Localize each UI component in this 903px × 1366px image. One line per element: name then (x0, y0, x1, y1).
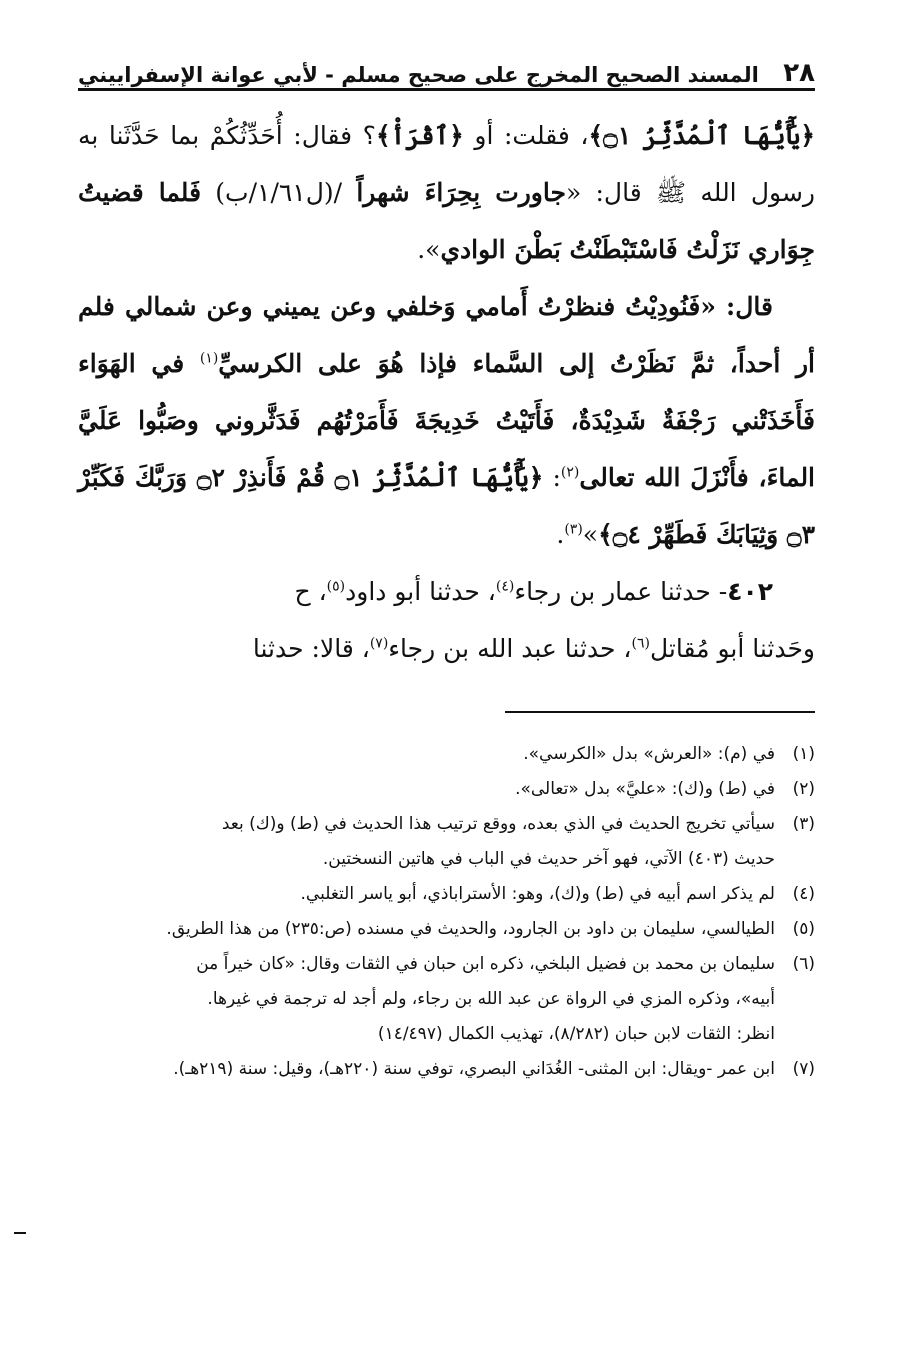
hadith-text: جاورت بِحِرَاءَ شهراً (356, 178, 566, 207)
footnote (78, 737, 815, 772)
footnote-number: (٦) (792, 954, 815, 974)
page-end-mark (14, 1232, 26, 1234)
text-run: ، ح (294, 577, 327, 606)
footnote (78, 1052, 815, 1087)
text-run: ، فقلت: أو (463, 121, 589, 150)
footnote-divider (505, 711, 815, 713)
hadith-number: ٤٠٢ (727, 577, 773, 606)
footnote-number: (١) (792, 744, 815, 764)
text-run: . (556, 520, 565, 549)
text-run: ، قالا: حدثنا (252, 634, 370, 663)
quran-verse: ﴿يَٰٓأَيُّهَا ٱلْمُدَّثِّرُ ۝١﴾ (588, 121, 815, 150)
paragraph-2 (78, 278, 815, 563)
book-page (78, 52, 815, 1326)
text-run: ». (417, 235, 441, 264)
footnote-number: (٢) (792, 779, 815, 799)
footnote-number: (٣) (792, 814, 815, 834)
footnotes (78, 737, 815, 1087)
paragraph-1 (78, 107, 815, 278)
paragraph-3 (78, 563, 815, 620)
footnote-text: الطيالسي، سليمان بن داود بن الجارود، والحديث في مسنده (ص:٢٣٥) من هذا الطريق. (166, 919, 775, 939)
text-run: - حدثنا عمار بن رجاء (514, 577, 728, 606)
text-run: ؟ فقال: أُحَدِّثُكُمْ بما حَدَّثَنا به رسول الله ﷺ قال: « (78, 121, 815, 207)
footnote-marker: (٣) (564, 521, 583, 538)
footnote-text: لم يذكر اسم أبيه في (ط) و(ك)، وهو: الأستراباذي، أبو ياسر التغلبي. (300, 884, 775, 904)
text-run: ، حدثنا عبد الله بن رجاء (388, 634, 632, 663)
footnote-marker: (٦) (631, 635, 650, 652)
text-run: قال: « (700, 292, 773, 321)
running-title: المسند الصحيح المخرج على صحيح مسلم - لأبي عوانة الإسفراييني (78, 63, 759, 87)
hadith-text: فَنُودِيْتُ فنظرْتُ أَمامي وَخلفي وعن يميني وعن شمالي فلم أر أحداً، ثمَّ نَظَرْتُ إلى السَّماء فإذا هُوَ على الكرسيِّ (78, 292, 815, 378)
footnote-marker: (٢) (560, 464, 580, 481)
footnote-number: (٥) (792, 919, 815, 939)
text-run: وحَدثنا أبو مُقاتل (649, 634, 815, 663)
page-header (78, 52, 815, 91)
footnote-marker: (٥) (326, 578, 346, 595)
footnote-number: (٤) (792, 884, 815, 904)
main-text (78, 107, 815, 677)
footnote-text: سيأتي تخريج الحديث في الذي بعده، ووقع ترتيب هذا الحديث في (ط) و(ك) بعد (221, 814, 775, 834)
manuscript-reference: /(ل١/٦١/ب) (201, 178, 357, 207)
footnote-marker: (٧) (369, 635, 389, 652)
footnote-text: في (م): «العرش» بدل «الكرسي». (523, 744, 775, 764)
text-run: : (543, 463, 561, 492)
footnote-text: سليمان بن محمد بن فضيل البلخي، ذكره ابن حبان في الثقات وقال: «كان خيراً من (196, 954, 775, 974)
quran-verse: ﴿ٱقْرَأْ﴾ (375, 121, 464, 150)
footnote-number: (٧) (792, 1059, 815, 1079)
footnote (78, 912, 815, 947)
page-number: ٢٨ (783, 58, 815, 88)
footnote (78, 807, 815, 842)
footnote-text: ابن عمر -ويقال: ابن المثنى- الغُدَاني البصري، توفي سنة (٢٢٠هـ)، وقيل: سنة (٢١٩هـ). (173, 1059, 775, 1079)
footnote (78, 877, 815, 912)
text-run: ، حدثنا أبو داود (345, 577, 496, 606)
hadith-text: فَلما قضيتُ جِوَاري نَزَلْتُ فَاسْتَبْطَنْتُ بَطْنَ الوادي (78, 178, 815, 264)
text-run: » (582, 520, 599, 549)
footnote-continuation: أبيه»، وذكره المزي في الرواة عن عبد الله بن رجاء، ولم أجد له ترجمة في غيرها. (207, 989, 775, 1009)
hadith-text: في الهَوَاء فَأَخَذَتْني رَجْفَةٌ شَدِيْدَةٌ، فَأَتَيْتُ خَدِيجَةَ فَأَمَرْتُهُم فَدَثَّروني وصَبُّوا عَلَيَّ الماءَ، فأَنْزَلَ الله تعالى (78, 349, 816, 492)
footnote-marker: (١) (199, 350, 219, 367)
footnote-continuation: انظر: الثقات لابن حبان (٨/٢٨٢)، تهذيب الكمال (١٤/٤٩٧) (377, 1024, 775, 1044)
quran-verse: ﴿يَٰٓأَيُّهَا ٱلْمُدَّثِّرُ ۝١ قُمْ فَأَنذِرْ ۝٢ وَرَبَّكَ فَكَبِّرْ ۝٣ وَثِيَابَكَ فَطَهِّرْ ۝٤﴾ (78, 463, 815, 549)
footnote-marker: (٤) (495, 578, 515, 595)
paragraph-4 (78, 620, 815, 677)
footnote (78, 772, 815, 807)
footnote (78, 947, 815, 982)
footnote-text: في (ط) و(ك): «عليَّ» بدل «تعالى». (515, 779, 775, 799)
footnote-continuation: حديث (٤٠٣) الآتي، فهو آخر حديث في الباب في هاتين النسختين. (322, 849, 775, 869)
